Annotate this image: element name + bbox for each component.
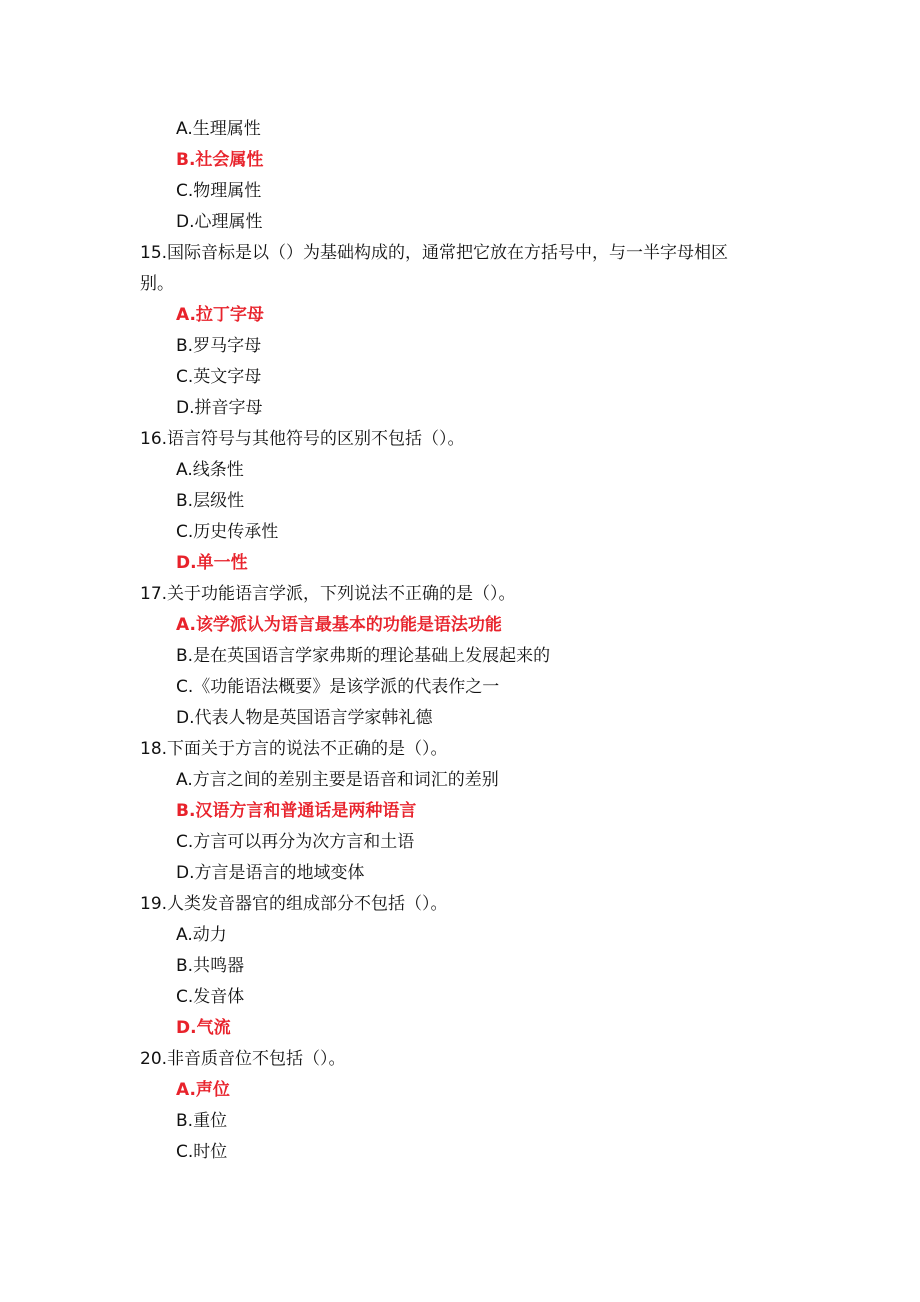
q20-option-c: C.时位 [176,1142,228,1162]
q15-option-a-answer: A.拉丁字母 [176,305,264,325]
q14-option-d: D.心理属性 [176,212,263,232]
q16-option-d-answer: D.单一性 [176,553,248,573]
q16-option-c: C.历史传承性 [176,522,279,542]
q18-question: 18.下面关于方言的说法不正确的是（）。 [140,739,448,759]
q17-option-a-answer: A.该学派认为语言最基本的功能是语法功能 [176,615,502,635]
q15-question-line1: 15.国际音标是以（）为基础构成的，通常把它放在方括号中，与一半字母相区 [140,243,729,263]
q14-option-c: C.物理属性 [176,181,262,201]
q19-option-b: B.共鸣器 [176,956,245,976]
q17-option-c: C.《功能语法概要》是该学派的代表作之一 [176,677,500,697]
q17-option-b: B.是在英国语言学家弗斯的理论基础上发展起来的 [176,646,551,666]
q16-question: 16.语言符号与其他符号的区别不包括（）。 [140,429,465,449]
q15-option-c: C.英文字母 [176,367,262,387]
q18-option-b-answer: B.汉语方言和普通话是两种语言 [176,801,417,821]
q19-option-a: A.动力 [176,925,227,945]
q17-question: 17.关于功能语言学派，下列说法不正确的是（）。 [140,584,516,604]
q18-option-d: D.方言是语言的地域变体 [176,863,365,883]
q20-option-b: B.重位 [176,1111,228,1131]
q19-option-c: C.发音体 [176,987,245,1007]
q15-question-line2: 别。 [140,274,174,294]
q18-option-c: C.方言可以再分为次方言和土语 [176,832,415,852]
q17-option-d: D.代表人物是英国语言学家韩礼德 [176,708,433,728]
q16-option-b: B.层级性 [176,491,245,511]
q20-question: 20.非音质音位不包括（）。 [140,1049,346,1069]
q15-option-b: B.罗马字母 [176,336,262,356]
q18-option-a: A.方言之间的差别主要是语音和词汇的差别 [176,770,499,790]
q20-option-a-answer: A.声位 [176,1080,230,1100]
q19-option-d-answer: D.气流 [176,1018,231,1038]
q15-option-d: D.拼音字母 [176,398,263,418]
q19-question: 19.人类发音器官的组成部分不包括（）。 [140,894,448,914]
q14-option-b-answer: B.社会属性 [176,150,264,170]
q14-option-a: A.生理属性 [176,119,261,139]
q16-option-a: A.线条性 [176,460,244,480]
